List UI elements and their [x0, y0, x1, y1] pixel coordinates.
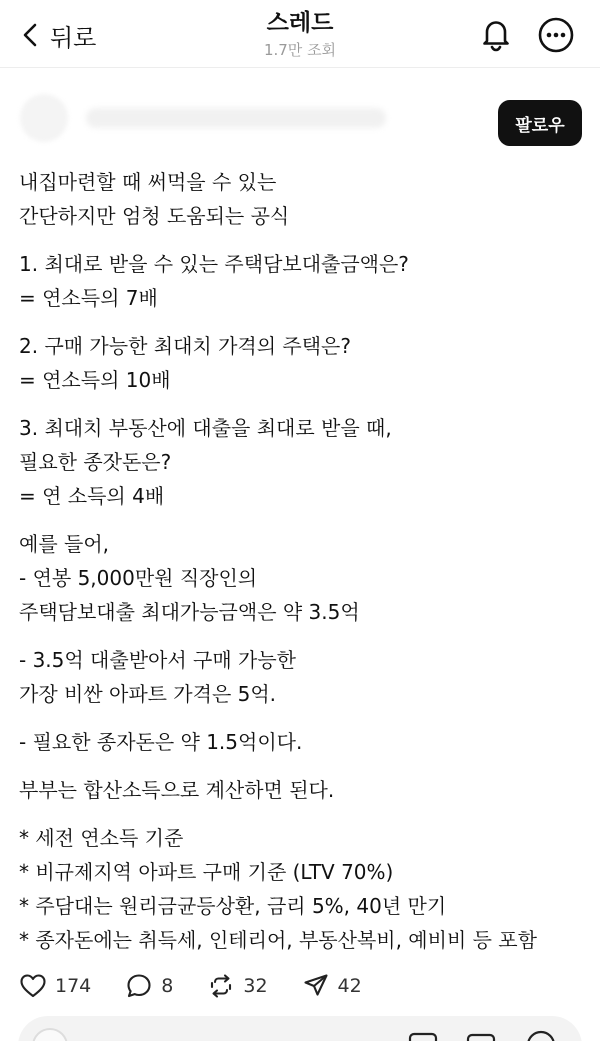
- paragraph-gap: [19, 711, 589, 725]
- gif-icon: [464, 1028, 498, 1041]
- post-line: * 비규제지역 아파트 구매 기준 (LTV 70%): [19, 860, 394, 884]
- like-count: 174: [55, 975, 92, 997]
- post-paragraph: [19, 411, 589, 513]
- post-line: - 3.5억 대출받아서 구매 가능한: [19, 648, 296, 672]
- bell-icon: [476, 14, 516, 54]
- like-button[interactable]: [19, 972, 91, 1000]
- paragraph-gap: [19, 397, 589, 411]
- post-line: 필요한 종잣돈은?: [19, 450, 172, 474]
- post-line: 내집마련할 때 써먹을 수 있는: [19, 170, 277, 194]
- top-bar: [0, 0, 600, 68]
- post-line: 간단하지만 엄청 도움되는 공식: [19, 204, 290, 228]
- post-line: 주택담보대출 최대가능금액은 약 3.5억: [19, 600, 360, 624]
- repost-count: 32: [243, 975, 268, 997]
- reply-avatar: [32, 1028, 68, 1041]
- view-count: 1.7만 조회: [263, 41, 337, 59]
- post-line: 1. 최대로 받을 수 있는 주택담보대출금액은?: [19, 252, 409, 276]
- post-line: * 종자돈에는 취득세, 인테리어, 부동산복비, 예비비 등 포함: [19, 928, 537, 952]
- share-button[interactable]: [302, 972, 362, 1000]
- reply-bar[interactable]: [18, 1016, 582, 1041]
- comment-count: 8: [161, 975, 174, 997]
- post-paragraph: [19, 773, 589, 807]
- page-title: 스레드: [266, 10, 334, 36]
- post-line: 2. 구매 가능한 최대치 가격의 주택은?: [19, 334, 351, 358]
- more-horizontal-icon: [537, 16, 575, 54]
- post-line: = 연 소득의 4배: [19, 484, 165, 508]
- post-paragraph: [19, 725, 589, 759]
- comment-button[interactable]: [125, 972, 173, 1000]
- emoji-icon: [524, 1028, 558, 1041]
- post-paragraph: [19, 247, 589, 315]
- author-avatar[interactable]: [20, 94, 68, 142]
- post-paragraph: [19, 165, 589, 233]
- paragraph-gap: [19, 315, 589, 329]
- more-options-button[interactable]: [537, 16, 575, 54]
- repost-button[interactable]: [207, 972, 267, 1000]
- gallery-button[interactable]: [406, 1028, 440, 1041]
- author-name-redacted: [86, 108, 386, 128]
- repost-icon: [207, 972, 235, 1000]
- paragraph-gap: [19, 513, 589, 527]
- post-body: [19, 165, 589, 957]
- post-line: = 연소득의 7배: [19, 286, 158, 310]
- post-line: - 필요한 종자돈은 약 1.5억이다.: [19, 730, 303, 754]
- follow-button[interactable]: 팔로우: [498, 100, 582, 146]
- image-icon: [406, 1028, 440, 1041]
- post-line: - 연봉 5,000만원 직장인의: [19, 566, 258, 590]
- paragraph-gap: [19, 807, 589, 821]
- send-icon: [302, 972, 330, 1000]
- back-label: 뒤로: [50, 23, 97, 52]
- post-line: 가장 비싼 아파트 가격은 5억.: [19, 682, 277, 706]
- post-line: 3. 최대치 부동산에 대출을 최대로 받을 때,: [19, 416, 392, 440]
- comment-icon: [125, 972, 153, 1000]
- post-paragraph: [19, 527, 589, 629]
- share-count: 42: [337, 975, 362, 997]
- post-line: = 연소득의 10배: [19, 368, 171, 392]
- paragraph-gap: [19, 629, 589, 643]
- post-line: 예를 들어,: [19, 532, 109, 556]
- post-line: * 세전 연소득 기준: [19, 826, 184, 850]
- post-paragraph: [19, 329, 589, 397]
- post-actions: [19, 968, 396, 1004]
- paragraph-gap: [19, 759, 589, 773]
- post-paragraph: [19, 643, 589, 711]
- paragraph-gap: [19, 233, 589, 247]
- post-paragraph: [19, 821, 589, 957]
- heart-icon: [19, 972, 47, 1000]
- author-row: [0, 86, 600, 156]
- notification-button[interactable]: [476, 14, 516, 54]
- emoji-button[interactable]: [524, 1028, 558, 1041]
- gif-button[interactable]: [464, 1028, 498, 1041]
- post-line: 부부는 합산소득으로 계산하면 된다.: [19, 778, 335, 802]
- post-line: * 주담대는 원리금균등상환, 금리 5%, 40년 만기: [19, 894, 447, 918]
